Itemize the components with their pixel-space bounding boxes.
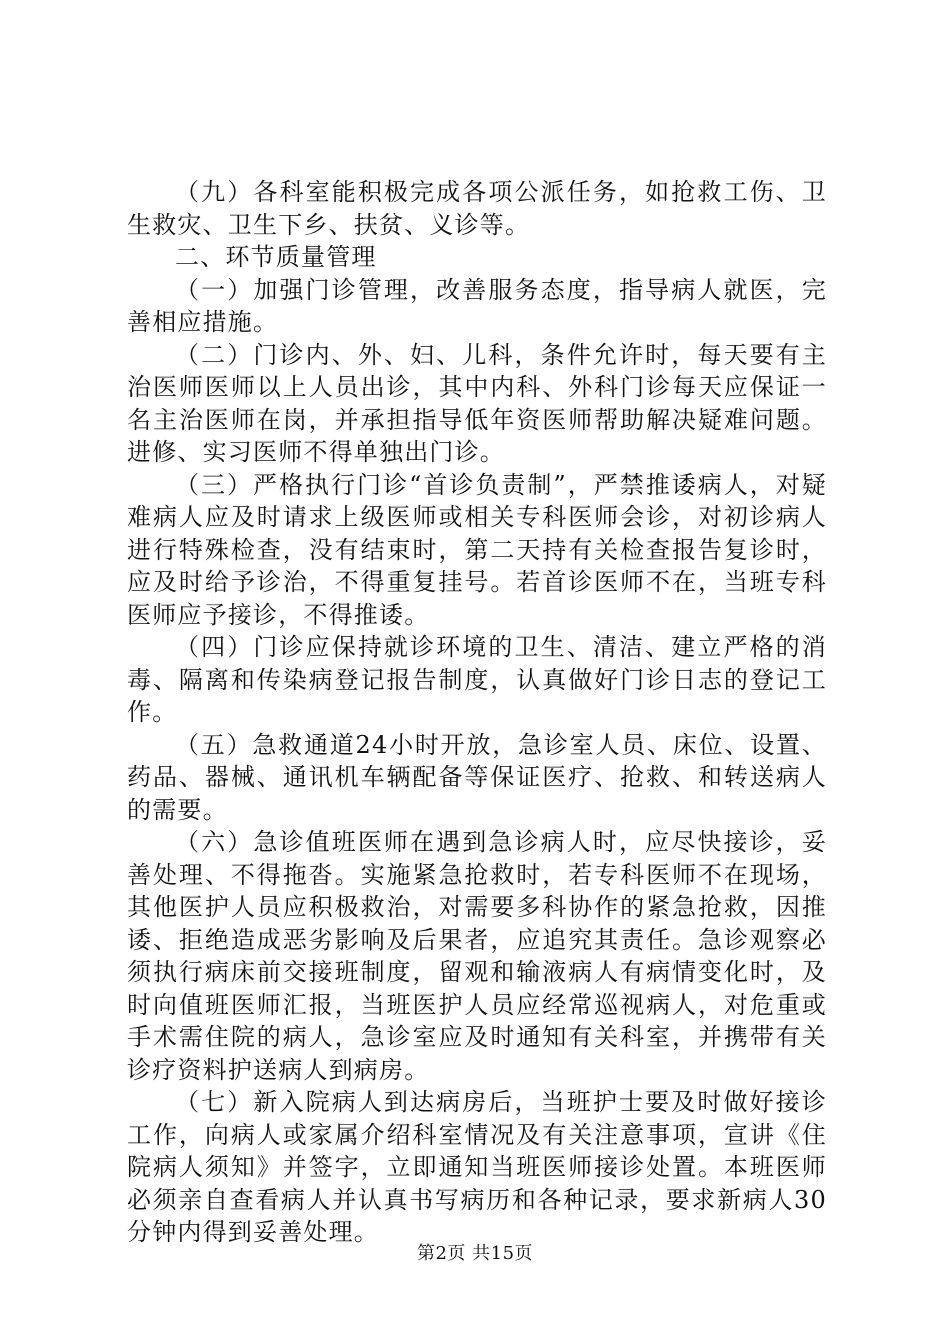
- paragraph-item-9: （九）各科室能积极完成各项公派任务，如抢救工伤、卫生救灾、卫生下乡、扶贫、义诊等。: [127, 178, 827, 239]
- paragraph-item-1: （一）加强门诊管理，改善服务态度，指导病人就医，完善相应措施。: [127, 275, 827, 336]
- paragraph-item-3: （三）严格执行门诊“首诊负责制”，严禁推诿病人，对疑难病人应及时请求上级医师或相关专科医师会诊，对初诊病人进行特殊检查，没有结束时，第二天持有关检查报告复诊时，应及时给予诊治，不得重复挂号。若首诊医师不在，当班专科医师应予接诊，不得推诿。: [127, 470, 827, 629]
- document-body: [127, 176, 827, 1249]
- section-heading: 二、环节质量管理: [175, 243, 377, 271]
- paragraph-item-7: （七）新入院病人到达病房后，当班护士要及时做好接诊工作，向病人或家属介绍科室情况及有关注意事项，宣讲《住院病人须知》并签字，立即通知当班医师接诊处置。本班医师必须亲自查看病人并认真书写病历和各种记录，要求新病人30分钟内得到妥善处理。: [127, 1088, 827, 1246]
- paragraph-item-4: （四）门诊应保持就诊环境的卫生、清洁、建立严格的消毒、隔离和传染病登记报告制度，认真做好门诊日志的登记工作。: [127, 633, 827, 726]
- page-footer: [0, 1242, 950, 1266]
- paragraph-item-5: （五）急救通道24小时开放，急诊室人员、床位、设置、药品、器械、通讯机车辆配备等保证医疗、抢救、和转送病人的需要。: [127, 730, 827, 824]
- page-number: 第2页 共15页: [416, 1243, 534, 1264]
- paragraph-item-2: （二）门诊内、外、妇、儿科，条件允许时，每天要有主治医师医师以上人员出诊，其中内科、外科门诊每天应保证一名主治医师在岗，并承担指导低年资医师帮助解决疑难问题。进修、实习医师不得单独出门诊。: [127, 340, 827, 466]
- paragraph-item-6: （六）急诊值班医师在遇到急诊病人时，应尽快接诊，妥善处理、不得拖沓。实施紧急抢救时，若专科医师不在现场，其他医护人员应积极救治，对需要多科协作的紧急抢救，因推诿、拒绝造成恶劣影响及后果者，应追究其责任。急诊观察必须执行病床前交接班制度，留观和输液病人有病情变化时，及时向值班医师汇报，当班医护人员应经常巡视病人，对危重或手术需住院的病人，急诊室应及时通知有关科室，并携带有关诊疗资料护送病人到病房。: [127, 828, 827, 1084]
